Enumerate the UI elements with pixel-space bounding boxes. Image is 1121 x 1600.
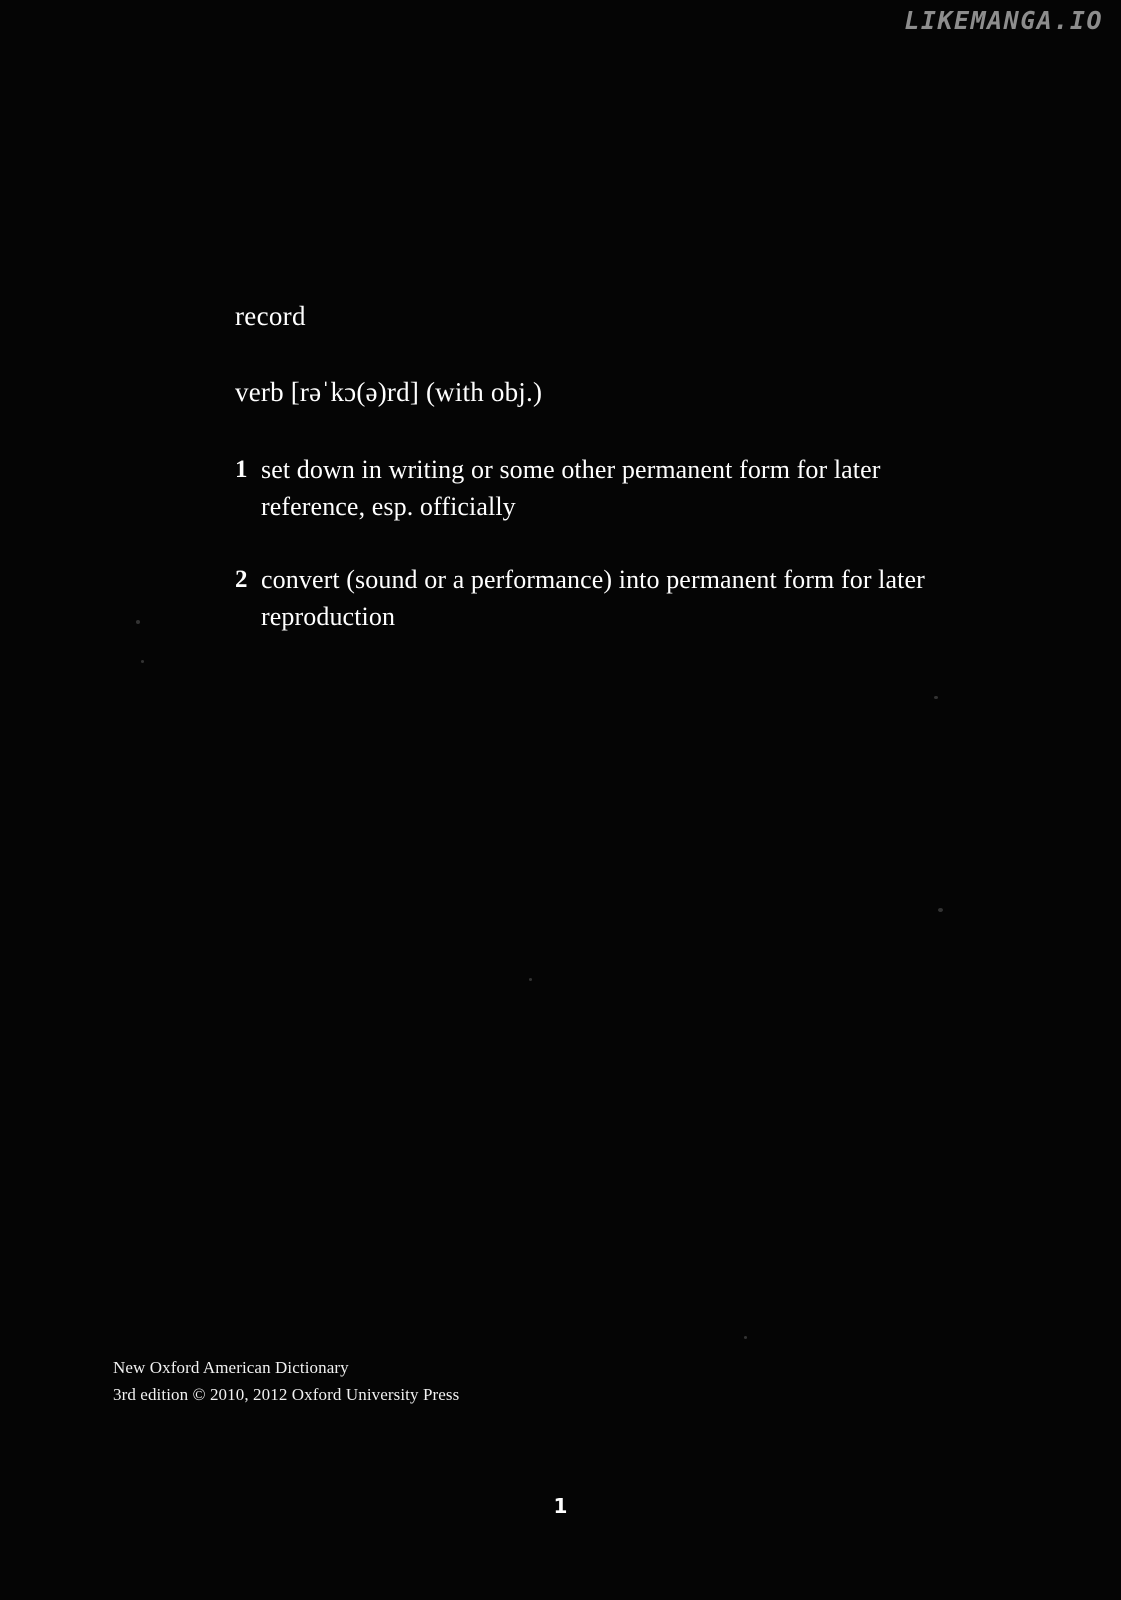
dictionary-entry xyxy=(235,300,935,636)
entry-pronunciation: verb [rəˈkɔ(ə)rd] (with obj.) xyxy=(235,377,543,408)
sense-number: 1 xyxy=(235,456,248,484)
credit-title: New Oxford American Dictionary xyxy=(113,1358,349,1378)
dust-speck xyxy=(136,620,140,624)
sense-number: 2 xyxy=(235,566,248,594)
entry-senses xyxy=(235,452,935,636)
dust-speck xyxy=(529,978,532,981)
dust-speck xyxy=(141,660,144,663)
page-number: 1 xyxy=(553,1494,568,1518)
dust-speck xyxy=(934,696,938,699)
sense-item xyxy=(235,562,935,636)
site-watermark: LIKEMANGA.IO xyxy=(904,6,1103,35)
dust-speck xyxy=(938,908,943,912)
source-credit xyxy=(113,1355,459,1408)
sense-text: convert (sound or a performance) into permanent form for later reproduction xyxy=(261,565,925,632)
dust-speck xyxy=(744,1336,747,1339)
entry-headword: record xyxy=(235,301,306,331)
sense-text: set down in writing or some other permanent form for later reference, esp. officially xyxy=(261,455,881,522)
sense-item xyxy=(235,452,935,526)
credit-copyright: 3rd edition © 2010, 2012 Oxford University Press xyxy=(113,1384,460,1404)
